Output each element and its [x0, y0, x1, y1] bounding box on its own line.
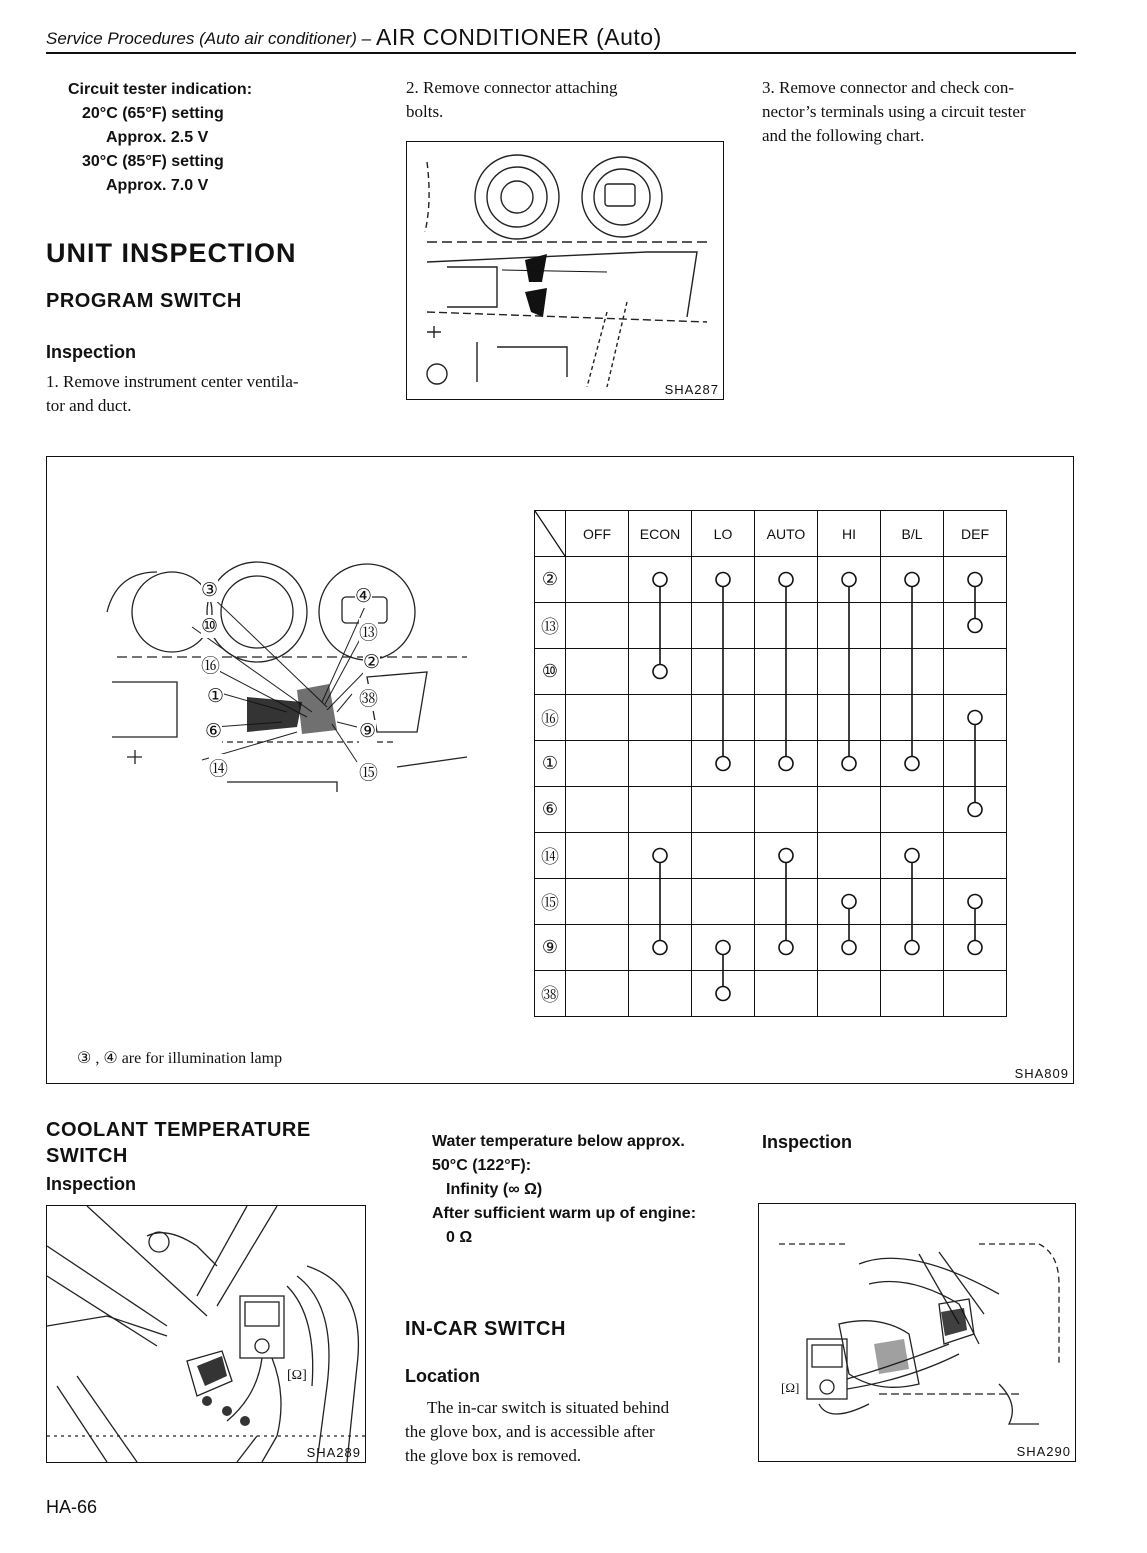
column-lo: LO [692, 511, 755, 557]
tester-20-value: Approx. 2.5 V [106, 129, 209, 146]
row-terminal-10: ⑩ [535, 649, 566, 695]
continuity-point [779, 757, 793, 771]
header-section: Service Procedures (Auto air conditioner) – [46, 29, 372, 48]
continuity-point [779, 573, 793, 587]
row-terminal-15: ⑮ [535, 879, 566, 925]
continuity-point [716, 941, 730, 955]
step-3-line-1: 3. Remove connector and check con- [762, 78, 1015, 97]
step-1-text [46, 370, 376, 418]
figure-code-sha287: SHA287 [664, 382, 719, 397]
continuity-point [842, 941, 856, 955]
continuity-point [653, 849, 667, 863]
water-spec-line-3: Infinity (∞ Ω) [446, 1181, 543, 1198]
tester-30-setting: 30°C (85°F) setting [82, 153, 224, 170]
figure-sha287 [406, 141, 724, 400]
callout-1: ① [207, 686, 225, 707]
step-1-line-1: 1. Remove instrument center ventila- [46, 372, 299, 391]
column-bl: B/L [881, 511, 944, 557]
coolant-heading-line-1: COOLANT TEMPERATURE [46, 1119, 311, 1141]
callout-38: ㊳ [359, 684, 378, 711]
figure-code-sha289: SHA289 [306, 1445, 361, 1460]
connector-callouts [97, 552, 477, 812]
water-spec-line-1: Water temperature below approx. [432, 1133, 685, 1150]
continuity-point [842, 757, 856, 771]
row-terminal-9: ⑨ [535, 925, 566, 971]
row-terminal-13: ⑬ [535, 603, 566, 649]
step-2-text [406, 76, 726, 124]
tester-30-value: Approx. 7.0 V [106, 177, 209, 194]
figure-sha289 [46, 1205, 366, 1463]
figure-code-sha809: SHA809 [1014, 1066, 1069, 1081]
inspection-heading-1: Inspection [46, 342, 137, 362]
callout-14: ⑭ [209, 754, 228, 781]
row-terminal-14: ⑭ [535, 833, 566, 879]
callout-16: ⑯ [201, 651, 220, 678]
continuity-point [779, 941, 793, 955]
incar-switch-heading: IN-CAR SWITCH [405, 1318, 566, 1340]
row-terminal-2: ② [535, 557, 566, 603]
continuity-point [968, 895, 982, 909]
column-off: OFF [566, 511, 629, 557]
incar-switch-illustration [759, 1204, 1075, 1461]
incar-location-heading: Location [405, 1366, 480, 1386]
incar-location-text [405, 1396, 723, 1468]
page-header [46, 22, 1076, 54]
column-def: DEF [944, 511, 1007, 557]
ohm-label-1: [Ω] [287, 1368, 307, 1383]
row-terminal-6: ⑥ [535, 787, 566, 833]
continuity-point [905, 941, 919, 955]
figure-sha290 [758, 1203, 1076, 1462]
callout-6: ⑥ [205, 721, 223, 742]
callout-15: ⑮ [359, 758, 378, 785]
coolant-inspection-heading: Inspection [46, 1174, 137, 1194]
step-2-line-1: 2. Remove connector attaching [406, 78, 618, 97]
continuity-point [968, 711, 982, 725]
tester-20-setting: 20°C (65°F) setting [82, 105, 224, 122]
step-3-line-2: nector’s terminals using a circuit tester [762, 102, 1026, 121]
continuity-point [716, 573, 730, 587]
incar-location-line-2: the glove box, and is accessible after [405, 1422, 655, 1441]
callout-9: ⑨ [359, 721, 377, 742]
callout-4: ④ [355, 586, 373, 607]
continuity-point [653, 573, 667, 587]
continuity-point [653, 941, 667, 955]
continuity-marks [534, 510, 1007, 1017]
page-number: HA-66 [46, 1497, 98, 1517]
column-auto: AUTO [755, 511, 818, 557]
callout-2: ② [363, 652, 381, 673]
column-hi: HI [818, 511, 881, 557]
step-1-line-2: tor and duct. [46, 396, 132, 415]
incar-inspection-heading: Inspection [762, 1132, 853, 1152]
water-temperature-spec [432, 1130, 696, 1250]
row-terminal-16: ⑯ [535, 695, 566, 741]
coolant-switch-heading [46, 1117, 311, 1169]
continuity-point [968, 803, 982, 817]
unit-inspection-heading: UNIT INSPECTION [46, 238, 297, 268]
header-title: AIR CONDITIONER (Auto) [376, 24, 662, 50]
continuity-point [779, 849, 793, 863]
incar-location-line-3: the glove box is removed. [405, 1446, 582, 1465]
dashboard-vent-illustration [407, 142, 723, 399]
callout-13: ⑬ [359, 618, 378, 645]
step-2-line-2: bolts. [406, 102, 444, 121]
continuity-point [842, 895, 856, 909]
water-spec-line-4: After sufficient warm up of engine: [432, 1205, 697, 1222]
ohm-label-2: [Ω] [781, 1380, 800, 1395]
row-terminal-38: ㊳ [535, 971, 566, 1017]
continuity-point [653, 665, 667, 679]
continuity-point [905, 849, 919, 863]
continuity-point [968, 619, 982, 633]
callout-10: ⑩ [201, 616, 219, 637]
continuity-point [905, 757, 919, 771]
column-econ: ECON [629, 511, 692, 557]
continuity-point [716, 987, 730, 1001]
continuity-point [968, 941, 982, 955]
coolant-switch-illustration [47, 1206, 365, 1462]
step-3-line-3: and the following chart. [762, 126, 925, 145]
continuity-point [716, 757, 730, 771]
water-spec-line-2: 50°C (122°F): [432, 1157, 532, 1174]
continuity-point [968, 573, 982, 587]
row-terminal-1: ① [535, 741, 566, 787]
continuity-point [905, 573, 919, 587]
program-switch-heading: PROGRAM SWITCH [46, 290, 242, 312]
illumination-note: ③ , ④ are for illumination lamp [77, 1050, 283, 1067]
callout-3: ③ [201, 580, 219, 601]
incar-location-line-1: The in-car switch is situated behind [427, 1398, 670, 1417]
continuity-point [842, 573, 856, 587]
water-spec-line-5: 0 Ω [446, 1229, 473, 1246]
coolant-heading-line-2: SWITCH [46, 1145, 128, 1167]
tester-indication [68, 78, 252, 198]
tester-title: Circuit tester indication: [68, 81, 253, 98]
figure-code-sha290: SHA290 [1016, 1444, 1071, 1459]
step-3-text [762, 76, 1082, 148]
